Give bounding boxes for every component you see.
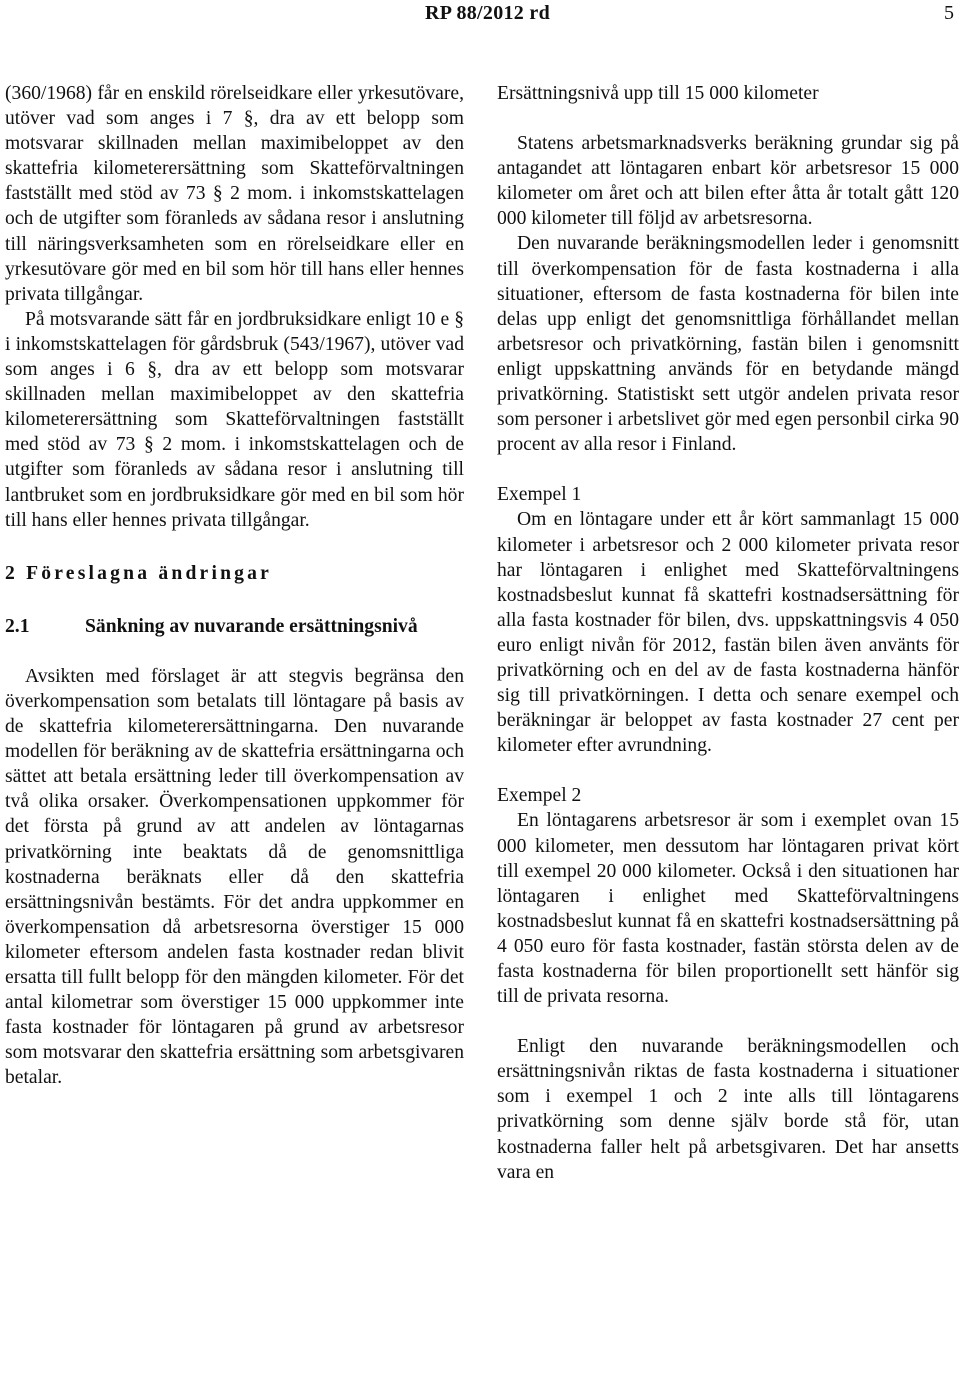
subsection-title: Sänkning av nuvarande ersättningsnivå — [85, 615, 418, 637]
paragraph: På motsvarande sätt får en jordbruksidkare enligt 10 e § i inkomstskattelagen för gårdsbruk (543/1967), utöver vad som anges i 6 §, dra av ett belopp som motsvarar skillnaden mellan maximibeloppet av den skattefria kilometerersättning som Skatteförvaltningen fastställt med stöd av 73 § 2 mom. i inkomstskattelagen och de utgifter som föranleds av sådana resor i anslutning till lantbruket som en jordbruksidkare gör med en bil som hör till hans eller hennes privata tillgångar. — [5, 308, 464, 531]
sub-heading: Ersättningsnivå upp till 15 000 kilometer — [497, 83, 819, 104]
paragraph: Om en löntagare under ett år kört sammanlagt 15 000 kilometer i arbetsresor och 2 000 kilometer privata resor har löntagaren i enlighet med Skatteförvaltningens kostnadsbeslut kunnat få skattefri kostnadsersättning för alla fasta kostnader för bilen, dvs. uppskattningsvis 4 050 euro enligt nivån för 2012, fastän bilen även använts för privatkörning och en del av de fasta kostnaderna hänför sig till privatkörningen. I detta och senare exempel och beräkningar är beloppet av fasta kostnader 27 cent per kilometer efter avrundning. — [497, 509, 959, 757]
page-header — [0, 0, 960, 40]
right-column — [497, 81, 959, 1185]
example-heading: Exempel 1 — [497, 484, 582, 506]
document-id: RP 88/2012 rd — [424, 2, 550, 24]
paragraph: Den nuvarande beräkningsmodellen leder i genomsnitt till överkompensation för de fasta kostnaderna i alla situationer, eftersom de fasta kostnaderna för bilen inte delas upp enligt det genomsnittliga förhållandet mellan arbetsresor och privatkörning, fastän bilen i genomsnitt enligt uppskattning används för en betydande mängd privatkörning. Statistiskt sett utgör andelen privata resor som personer i arbetslivet gör med egen personbil cirka 90 procent av alla resor i Finland. — [497, 233, 959, 456]
paragraph: Avsikten med förslaget är att stegvis begränsa den överkompensation som betalats till löntagare på basis av de skattefria kilometerersättningarna. Den nuvarande modellen för beräkning av de skattefria ersättningarna och sättet att betala ersättning leder till överkompensation av två olika orsaker. Överkompensationen uppkommer för det första på grund av att andelen av löntagarnas privatkörning inte beaktats då de genomsnittliga kostnaderna beräknats eller då den skattefria ersättningsnivån bestämts. För det andra uppkommer en överkompensation då arbetsresorna överstiger 15 000 kilometer eftersom andelen fasta kostnader redan blivit ersatta till fullt belopp för den mängden kilometer. För det antal kilometrar som överstiger 15 000 uppkommer inte fasta kostnader för löntagaren på grund av arbetsresor som motsvarar den skattefria ersättning som arbetsgivaren betalar. — [5, 665, 464, 1089]
paragraph: Statens arbetsmarknadsverks beräkning grundar sig på antagandet att löntagaren enbart kör arbetsresor 15 000 kilometer om året och att bilen efter åtta år totalt gått 120 000 kilometer till följd av arbetsresorna. — [497, 133, 959, 230]
example-heading: Exempel 2 — [497, 785, 582, 807]
page-number: 5 — [944, 2, 954, 24]
paragraph: En löntagarens arbetsresor är som i exemplet ovan 15 000 kilometer, men dessutom har löntagaren privat kört till exempel 20 000 kilometer. Också i den situationen har löntagaren i enlighet med Skatteförvaltningens kostnadsbeslut kunnat få en skattefri kostnadsersättning på 4 050 euro för fasta kostnader, fastän största delen av de fasta kostnaderna för bilen proportionellt sett hänför sig till de privata resorna. — [497, 810, 959, 1008]
left-column — [5, 81, 464, 1090]
paragraph: Enligt den nuvarande beräkningsmodellen och ersättningsnivån riktas de fasta kostnaderna i situationer som i exempel 1 och 2 inte alls till löntagarens privatkörning som denne själv borde stå för, utan kostnaderna faller helt på arbetsgivaren. Det har ansetts vara en — [497, 1036, 959, 1183]
subsection-heading — [5, 614, 464, 639]
section-heading: 2 Föreslagna ändringar — [5, 562, 273, 584]
paragraph: (360/1968) får en enskild rörelseidkare eller yrkesutövare, utöver vad som anges i 7 §, dra av ett belopp som motsvarar skillnaden mellan maximibeloppet av den skattefria kilometerersättning som Skatteförvaltningen fastställt med stöd av 73 § 2 mom. i inkomstskattelagen och de utgifter som föranleds av sådana resor i anslutning till näringsverksamheten som en rörelseidkare eller en yrkesutövare gör med en bil som hör till hans eller hennes privata tillgångar. — [5, 83, 464, 305]
subsection-number: 2.1 — [5, 615, 30, 637]
